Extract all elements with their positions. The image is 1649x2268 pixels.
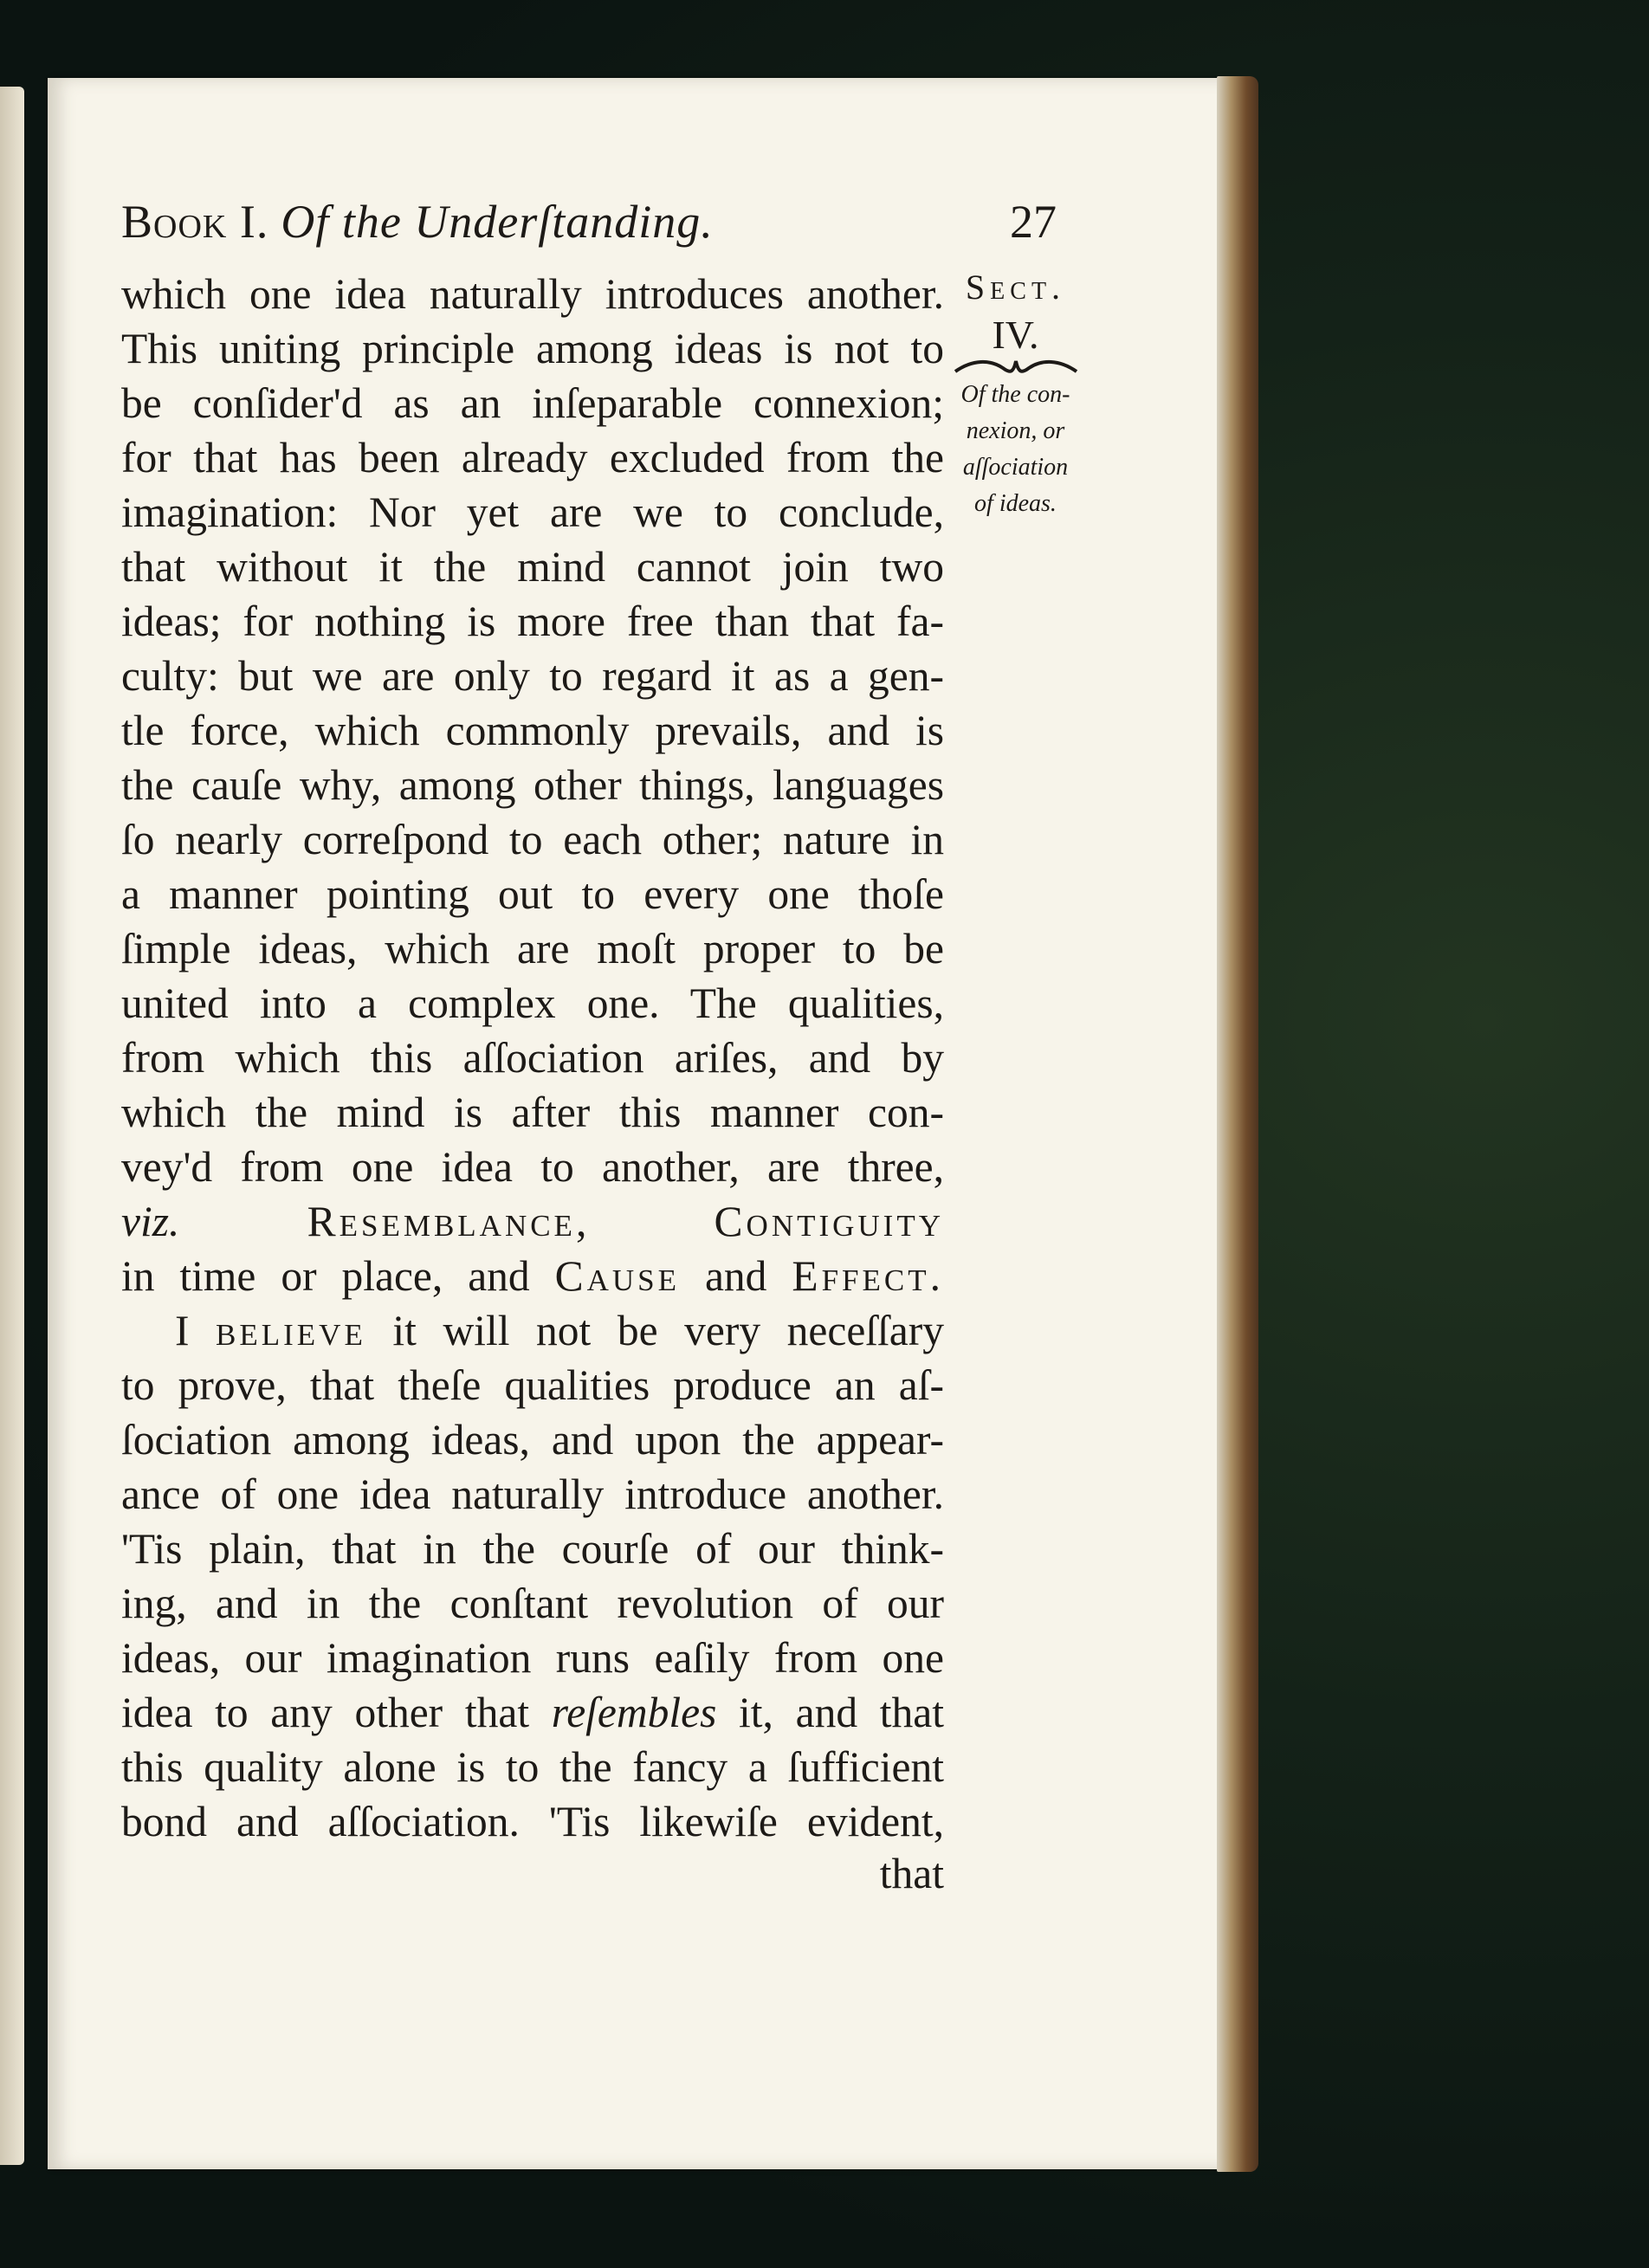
book-spine-edge	[1217, 76, 1258, 2172]
text-line: bond and aſſociation. 'Tis likewiſe evident,	[121, 1798, 944, 1845]
text-line: which the mind is after this manner con-	[121, 1089, 944, 1136]
text-line: imagination: Nor yet are we to conclude,	[121, 488, 944, 536]
text-line: in time or place, and Cause and Effect.	[121, 1252, 944, 1300]
running-head-title: Of the Underſtanding.	[281, 196, 714, 248]
text-line: this quality alone is to the fancy a ſufficient	[121, 1743, 944, 1791]
text-line-paragraph-start: I believe it will not be very neceſſary	[175, 1307, 945, 1354]
body-text	[121, 267, 944, 1849]
text-line: idea to any other that reſembles it, and that	[121, 1689, 944, 1736]
text-line: which one idea naturally introduces another.	[121, 270, 944, 318]
running-head-book: Book I.	[121, 196, 269, 248]
text-line: that without it the mind cannot join two	[121, 543, 944, 591]
text-line: This uniting principle among ideas is not to	[121, 325, 944, 372]
text-line: tle force, which commonly prevails, and is	[121, 707, 944, 754]
margin-note-line: aſſociation	[962, 454, 1069, 481]
page-number: 27	[1010, 196, 1057, 248]
page-header	[121, 195, 1057, 255]
facing-page-edge	[0, 87, 24, 2165]
text-line: ideas; for nothing is more free than that fa-	[121, 598, 944, 645]
text-line: a manner pointing out to every one thoſe	[121, 870, 944, 918]
text-line: ing, and in the conſtant revolution of our	[121, 1580, 944, 1627]
text-line: ſo nearly correſpond to each other; nature in	[121, 816, 944, 863]
text-line: to prove, that theſe qualities produce an aſ-	[121, 1361, 944, 1409]
text-line: ſimple ideas, which are moſt proper to be	[121, 925, 944, 972]
text-line: from which this aſſociation ariſes, and by	[121, 1034, 944, 1082]
text-line: the cauſe why, among other things, languages	[121, 761, 944, 809]
text-line: ideas, our imagination runs eaſily from one	[121, 1634, 944, 1682]
margin-note-line: nexion, or	[966, 417, 1065, 444]
margin-note	[940, 264, 1091, 522]
text-line: ſociation among ideas, and upon the appear-	[121, 1416, 944, 1464]
text-line: be conſider'd as an inſeparable connexion;	[121, 379, 944, 427]
margin-note-line: Of the con-	[960, 381, 1070, 408]
text-line: 'Tis plain, that in the courſe of our think-	[121, 1525, 944, 1573]
text-line: culty: but we are only to regard it as a gen-	[121, 652, 944, 700]
catchword: that	[879, 1850, 944, 1897]
text-line: ance of one idea naturally introduce another.	[121, 1470, 944, 1518]
section-label: Sect.	[965, 268, 1066, 307]
text-line: for that has been already excluded from the	[121, 434, 944, 481]
running-head	[121, 195, 714, 249]
text-line: vey'd from one idea to another, are three,	[121, 1143, 944, 1191]
text-line: united into a complex one. The qualities,	[121, 979, 944, 1027]
text-line: viz. Resemblance, Contiguity	[121, 1198, 944, 1245]
section-number: IV.	[992, 313, 1039, 357]
margin-note-line: of ideas.	[974, 490, 1057, 517]
